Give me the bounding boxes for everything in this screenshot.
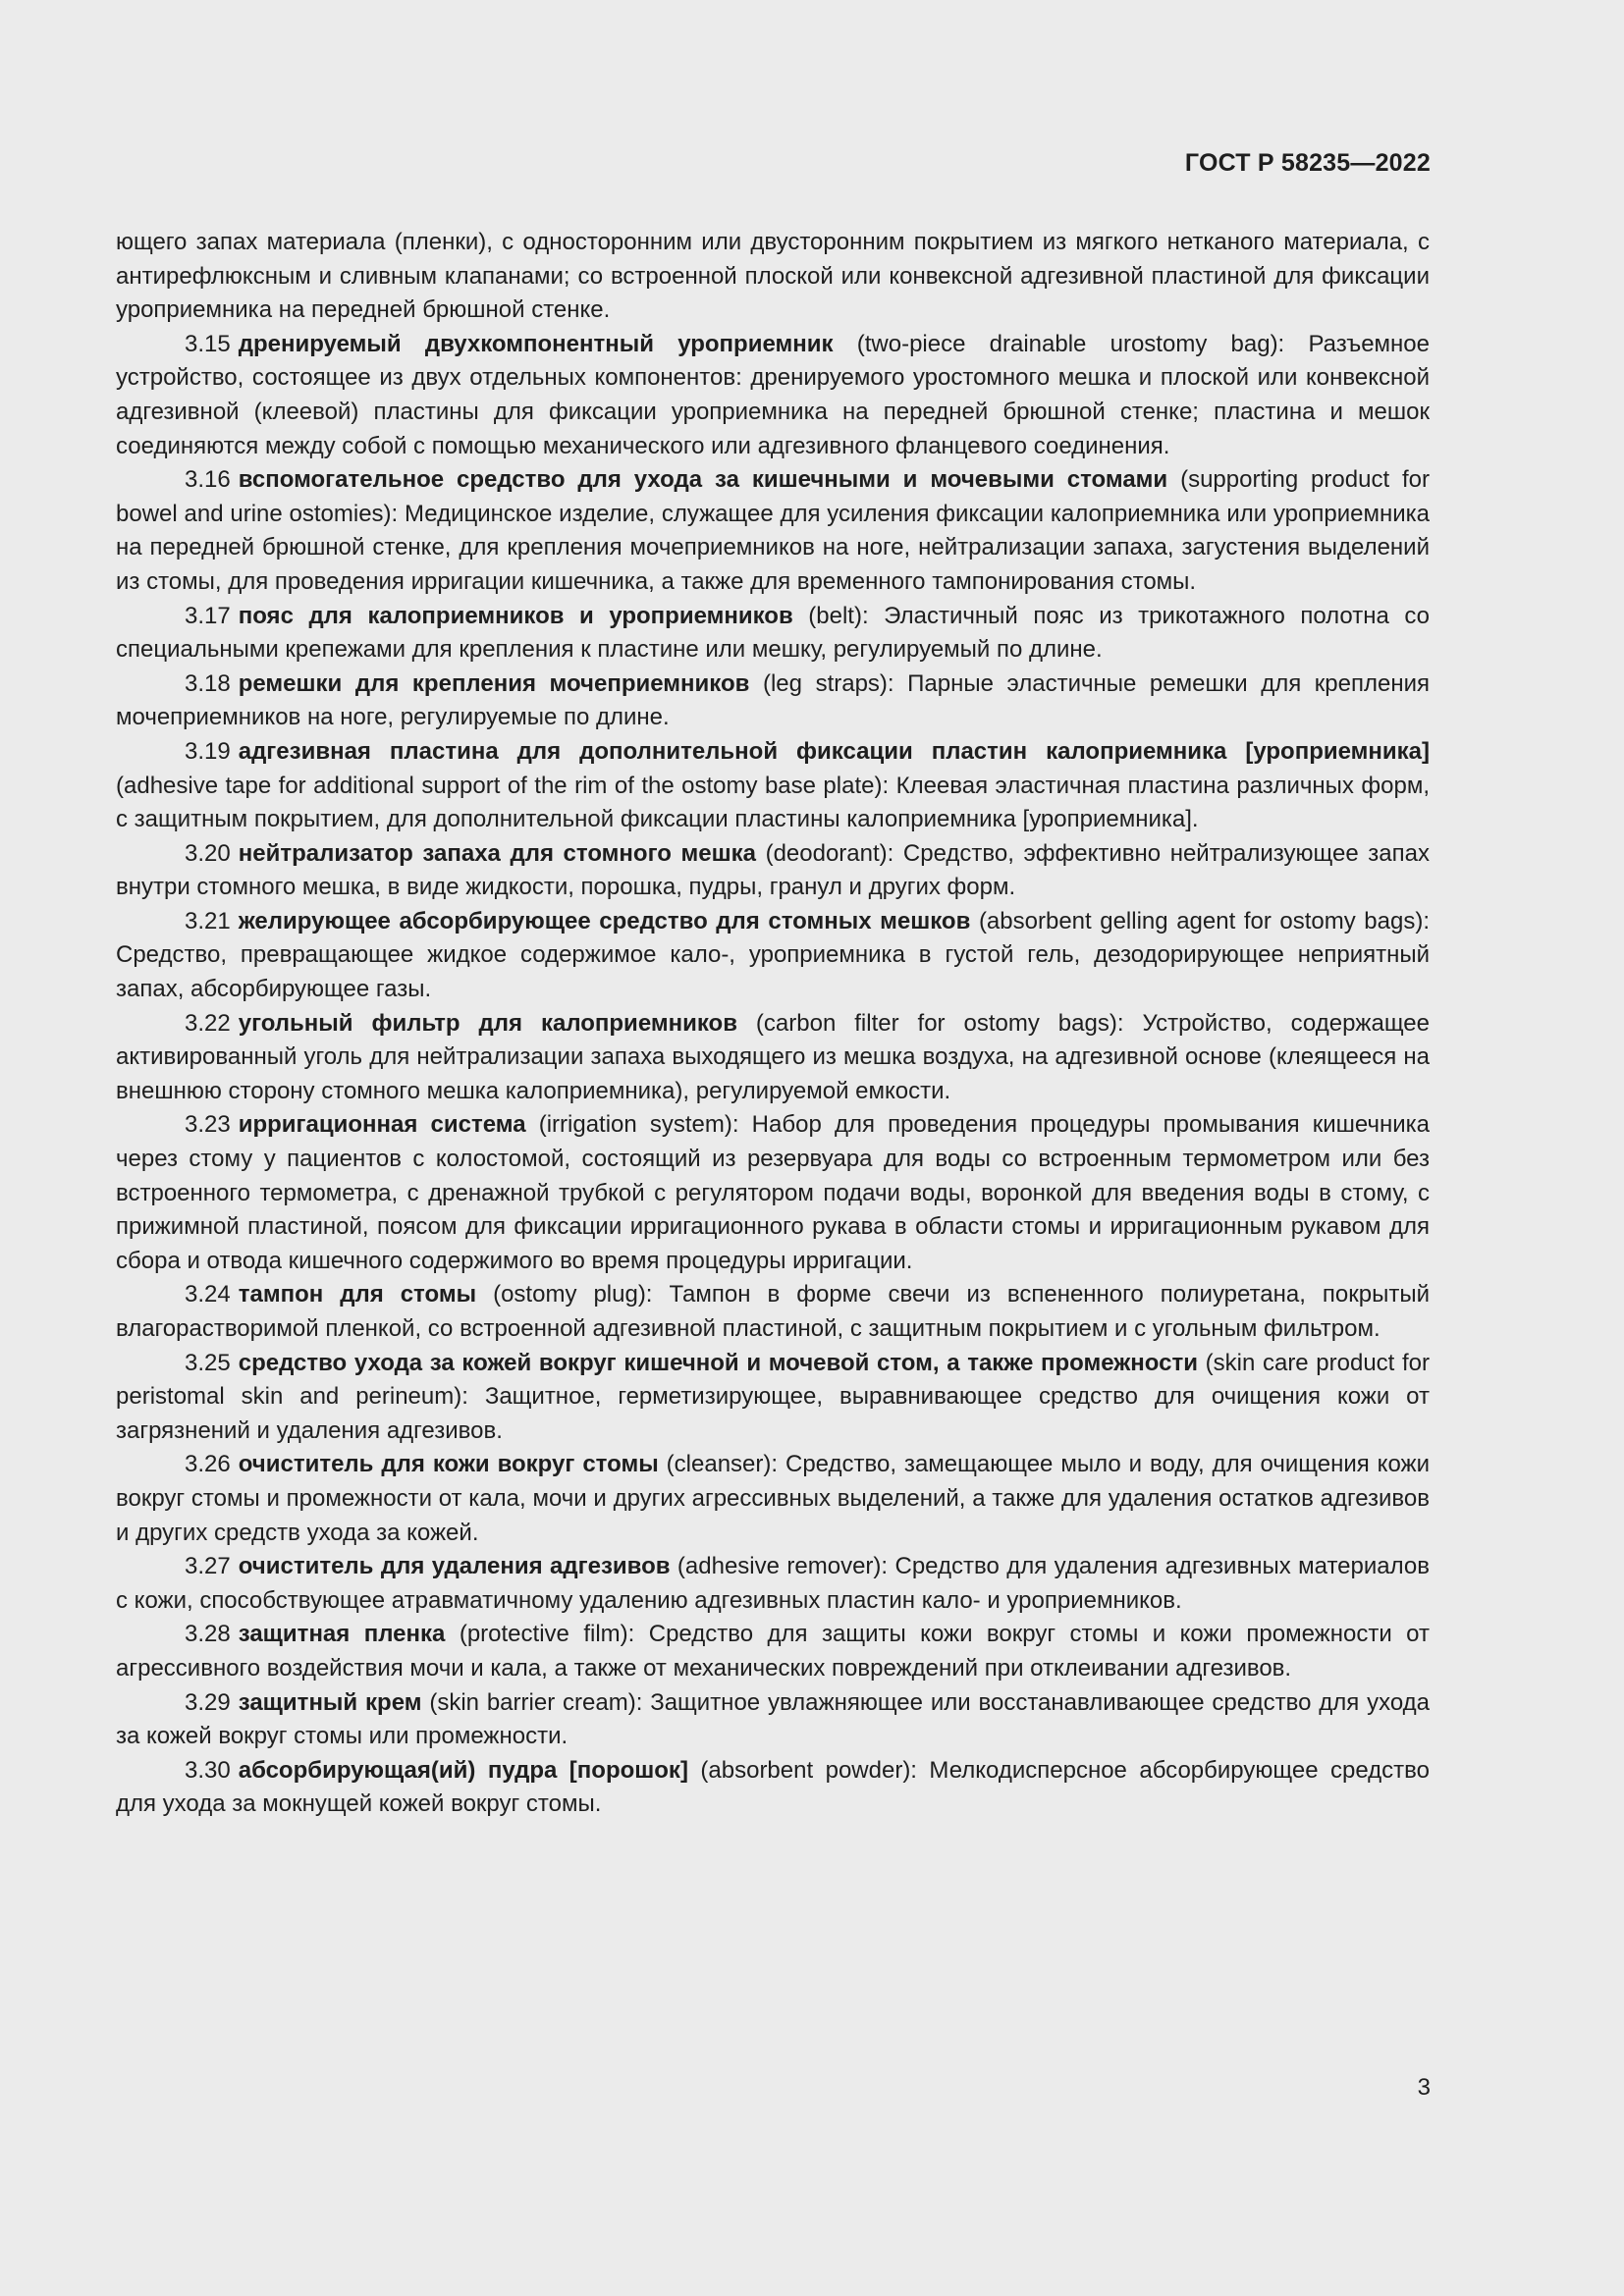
term-definition: (skin barrier cream): Защитное увлажняющее или восстанавливающее средство для ухода за кожей вокруг стомы или промежности. <box>116 1688 1431 1750</box>
term-title: желирующее абсорбирующее средство для стомных мешков <box>238 907 971 934</box>
term-entry-3-28 <box>116 1618 1430 1685</box>
term-title: очиститель для кожи вокруг стомы <box>238 1451 659 1478</box>
page-number: 3 <box>1417 2074 1431 2101</box>
term-entry-3-26 <box>116 1448 1430 1550</box>
term-definition: (adhesive remover): Средство для удаления адгезивных материалов с кожи, способствующее атравматичному удалению адгезивных пластин кало- и уроприемников. <box>116 1553 1430 1614</box>
term-definition: (carbon filter for ostomy bags): Устройство, содержащее активированный уголь для нейтрализации запаха выходящего из мешка воздуха, на адгезивной основе (клеящееся на внешнюю сторону стомного мешка калоприемника), регулируемой емкости. <box>116 1009 1431 1104</box>
term-entry-3-30 <box>116 1754 1430 1822</box>
intro-paragraph: ющего запах материала (пленки), с односторонним или двусторонним покрытием из мягкого нетканого материала, с антирефлюксным и сливным клапанами; со встроенной плоской или конвексной адгезивной пластиной для фиксации уроприемника на передней брюшной стенке. <box>116 229 1430 324</box>
term-title: защитная пленка <box>238 1621 446 1648</box>
term-entry-3-18 <box>116 667 1430 735</box>
term-number: 3.21 <box>185 907 231 934</box>
term-title: адгезивная пластина для дополнительной фиксации пластин калоприемника [уроприемника] <box>238 737 1430 765</box>
term-number: 3.28 <box>185 1621 231 1648</box>
term-entry-3-17 <box>116 600 1430 667</box>
term-entry-3-24 <box>116 1278 1430 1346</box>
term-number: 3.30 <box>185 1756 231 1784</box>
term-entry-3-19 <box>116 735 1430 837</box>
term-title: дренируемый двухкомпонентный уроприемник <box>238 330 834 357</box>
term-definition: (protective film): Средство для защиты кожи вокруг стомы и кожи промежности от агрессивного воздействия мочи и кала, а также от механических повреждений при отклеивании адгезивов. <box>116 1621 1430 1682</box>
term-entry-3-15 <box>116 328 1430 463</box>
term-number: 3.16 <box>185 466 231 494</box>
term-definition: (two-piece drainable urostomy bag): Разъемное устройство, состоящее из двух отдельных компонентов: дренируемого уростомного мешка и плоской или конвексной адгезивной (клеевой) пластины для фиксации уроприемника на передней брюшной стенке; пластина и мешок соединяются между собой с помощью механического или адгезивного фланцевого соединения. <box>116 330 1431 459</box>
term-definition: (absorbent powder): Мелкодисперсное абсорбирующее средство для ухода за мокнущей кожей вокруг стомы. <box>116 1756 1430 1818</box>
term-entry-3-29 <box>116 1686 1430 1754</box>
term-entry-3-16 <box>116 463 1430 599</box>
term-title: средство ухода за кожей вокруг кишечной и мочевой стом, а также промежности <box>238 1349 1198 1376</box>
term-number: 3.26 <box>185 1451 231 1478</box>
term-definition: (belt): Эластичный пояс из трикотажного полотна со специальными крепежами для крепления к пластине или мешку, регулируемый по длине. <box>116 602 1431 664</box>
term-entry-3-22 <box>116 1007 1430 1109</box>
term-number: 3.24 <box>185 1281 231 1308</box>
term-number: 3.27 <box>185 1553 231 1580</box>
term-definition: (leg straps): Парные эластичные ремешки для крепления мочеприемников на ноге, регулируемые по длине. <box>116 669 1430 731</box>
term-number: 3.17 <box>185 602 231 629</box>
term-title: абсорбирующая(ий) пудра [порошок] <box>238 1756 688 1784</box>
term-number: 3.20 <box>185 839 231 867</box>
term-number: 3.18 <box>185 669 231 697</box>
term-title: угольный фильтр для калоприемников <box>238 1009 737 1037</box>
term-title: нейтрализатор запаха для стомного мешка <box>238 839 756 867</box>
term-title: вспомогательное средство для ухода за кишечными и мочевыми стомами <box>238 466 1168 494</box>
term-entry-3-25 <box>116 1347 1430 1449</box>
term-number: 3.29 <box>185 1688 231 1716</box>
term-title: ирригационная система <box>238 1111 526 1139</box>
term-number: 3.23 <box>185 1111 231 1139</box>
term-definition: (deodorant): Средство, эффективно нейтрализующее запах внутри стомного мешка, в виде жидкости, порошка, пудры, гранул и других форм. <box>116 839 1430 901</box>
term-definition: (absorbent gelling agent for ostomy bags): Средство, превращающее жидкое содержимое кало-, уроприемника в густой гель, дезодорирующее неприятный запах, абсорбирующее газы. <box>116 907 1431 1003</box>
term-definition: (cleanser): Средство, замещающее мыло и воду, для очищения кожи вокруг стомы и промежности от кала, мочи и других агрессивных выделений, а также для удаления остатков адгезивов и других средств ухода за кожей. <box>116 1451 1430 1546</box>
term-title: ремешки для крепления мочеприемников <box>238 669 750 697</box>
document-body <box>116 226 1430 1822</box>
term-definition: (irrigation system): Набор для проведения процедуры промывания кишечника через стому у пациентов с колостомой, состоящий из резервуара для воды со встроенным термометром или без встроенного термометра, с дренажной трубкой с регулятором подачи воды, воронкой для введения воды в стому, с прижимной пластиной, поясом для фиксации ирригационного рукава в области стомы и ирригационным рукавом для сбора и отвода кишечного содержимого во время процедуры ирригации. <box>116 1111 1430 1274</box>
document-header: ГОСТ Р 58235—2022 <box>1184 149 1431 177</box>
term-definition: (supporting product for bowel and urine ostomies): Медицинское изделие, служащее для усиления фиксации калоприемника или уроприемника на передней брюшной стенке, для крепления мочеприемников на ноге, нейтрализации запаха, загустения выделений из стомы, для проведения ирригации кишечника, а также для временного тампонирования стомы. <box>116 466 1431 595</box>
term-title: пояс для калоприемников и уроприемников <box>238 602 793 629</box>
term-number: 3.22 <box>185 1009 231 1037</box>
term-definition: (adhesive tape for additional support of the rim of the ostomy base plate): Клеевая эластичная пластина различных форм, с защитным покрытием, для дополнительной фиксации пластины калоприемника [уроприемника]. <box>116 772 1430 833</box>
term-entry-3-20 <box>116 837 1430 905</box>
term-title: очиститель для удаления адгезивов <box>238 1553 671 1580</box>
term-entry-3-23 <box>116 1108 1430 1278</box>
term-number: 3.19 <box>185 737 231 765</box>
term-definition: (ostomy plug): Тампон в форме свечи из вспененного полиуретана, покрытый влагорастворимой пленкой, со встроенной адгезивной пластиной, с защитным покрытием и с угольным фильтром. <box>116 1281 1430 1342</box>
term-number: 3.15 <box>185 330 231 357</box>
term-definition: (skin care product for peristomal skin and perineum): Защитное, герметизирующее, выравнивающее средство для очищения кожи от загрязнений и удаления адгезивов. <box>116 1349 1431 1444</box>
term-title: тампон для стомы <box>238 1281 477 1308</box>
term-entry-3-21 <box>116 905 1430 1007</box>
term-title: защитный крем <box>238 1688 422 1716</box>
term-entry-3-27 <box>116 1550 1430 1618</box>
term-number: 3.25 <box>185 1349 231 1376</box>
